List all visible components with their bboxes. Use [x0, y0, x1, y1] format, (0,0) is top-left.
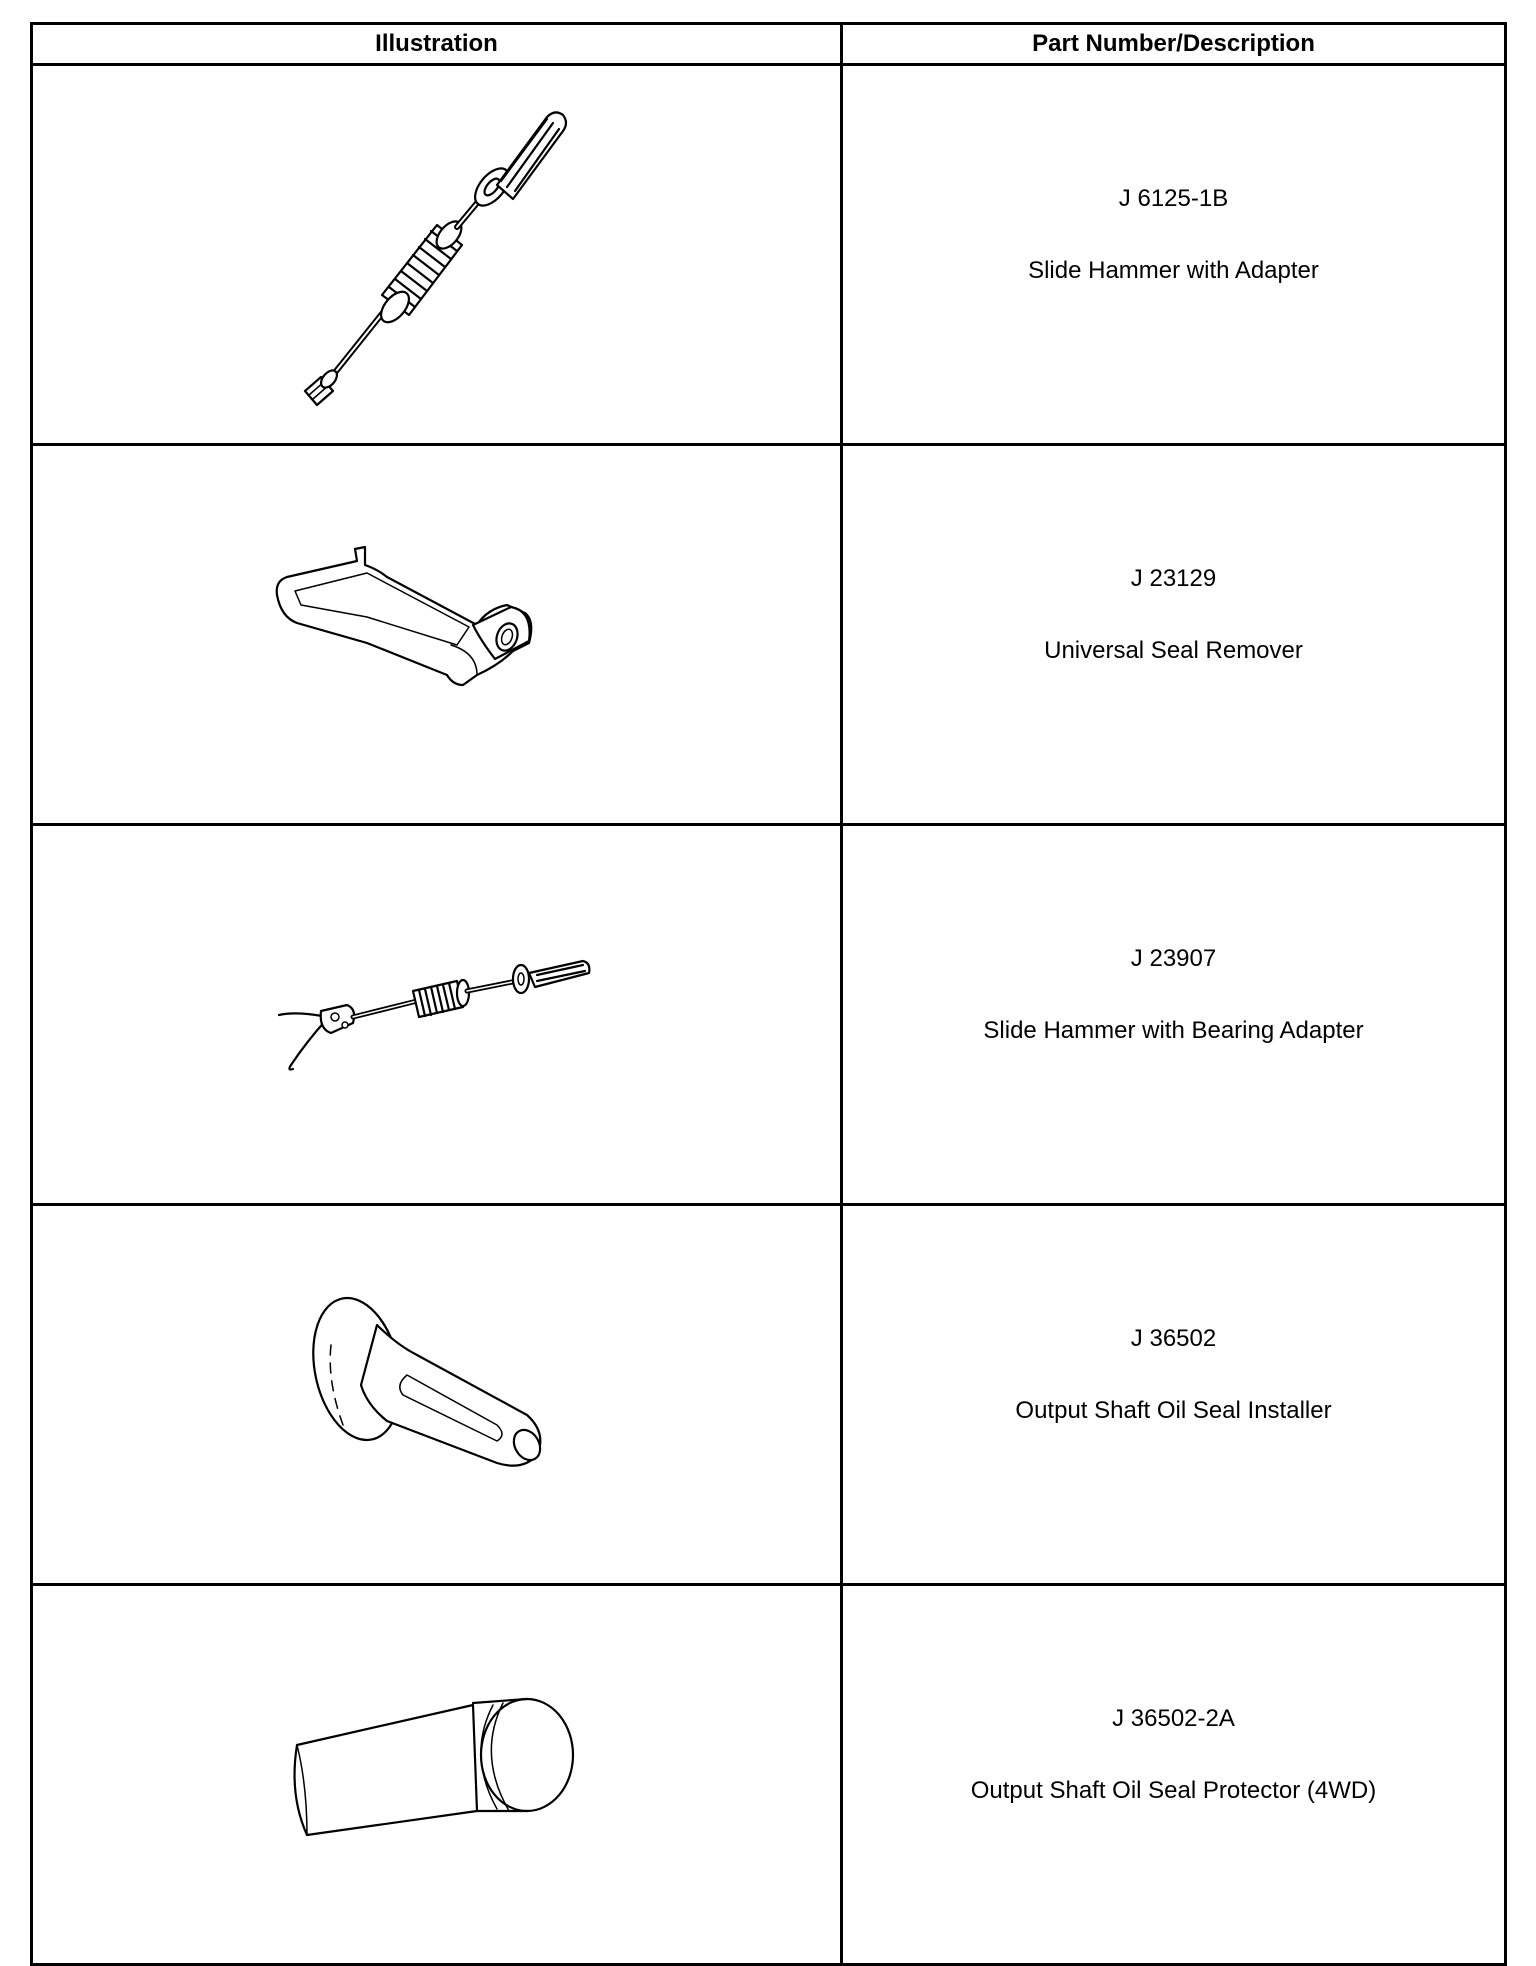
part-description: Universal Seal Remover [1044, 636, 1303, 664]
slide-hammer-icon [287, 95, 587, 415]
part-description: Output Shaft Oil Seal Protector (4WD) [970, 1776, 1377, 1804]
slide-hammer-bearing-adapter-icon [267, 945, 607, 1085]
illustration-cell [32, 1585, 842, 1965]
table-row [32, 1585, 1506, 1965]
seal-remover-icon [267, 525, 607, 745]
description-cell [842, 1205, 1506, 1585]
oil-seal-protector-icon [277, 1685, 597, 1865]
part-number: J 36502-2A [1112, 1704, 1235, 1732]
table-header-row [32, 24, 1506, 65]
description-cell [842, 825, 1506, 1205]
table-row [32, 825, 1506, 1205]
part-description: Slide Hammer with Adapter [1028, 256, 1319, 284]
description-cell [842, 445, 1506, 825]
part-number: J 23907 [1130, 944, 1217, 972]
description-cell [842, 65, 1506, 445]
illustration-cell [32, 65, 842, 445]
oil-seal-installer-icon [297, 1285, 577, 1505]
part-number: J 36502 [1130, 1324, 1217, 1352]
part-number: J 23129 [1130, 564, 1217, 592]
part-number: J 6125-1B [1118, 184, 1229, 212]
illustration-cell [32, 1205, 842, 1585]
part-description: Output Shaft Oil Seal Installer [1015, 1396, 1332, 1424]
part-description: Slide Hammer with Bearing Adapter [983, 1016, 1364, 1044]
table-row [32, 1205, 1506, 1585]
illustration-cell [32, 445, 842, 825]
description-column-header: Part Number/Description [842, 24, 1506, 65]
illustration-column-header: Illustration [32, 24, 842, 65]
description-cell [842, 1585, 1506, 1965]
table-row [32, 65, 1506, 445]
illustration-cell [32, 825, 842, 1205]
table-row [32, 445, 1506, 825]
special-tools-table [30, 22, 1507, 1966]
